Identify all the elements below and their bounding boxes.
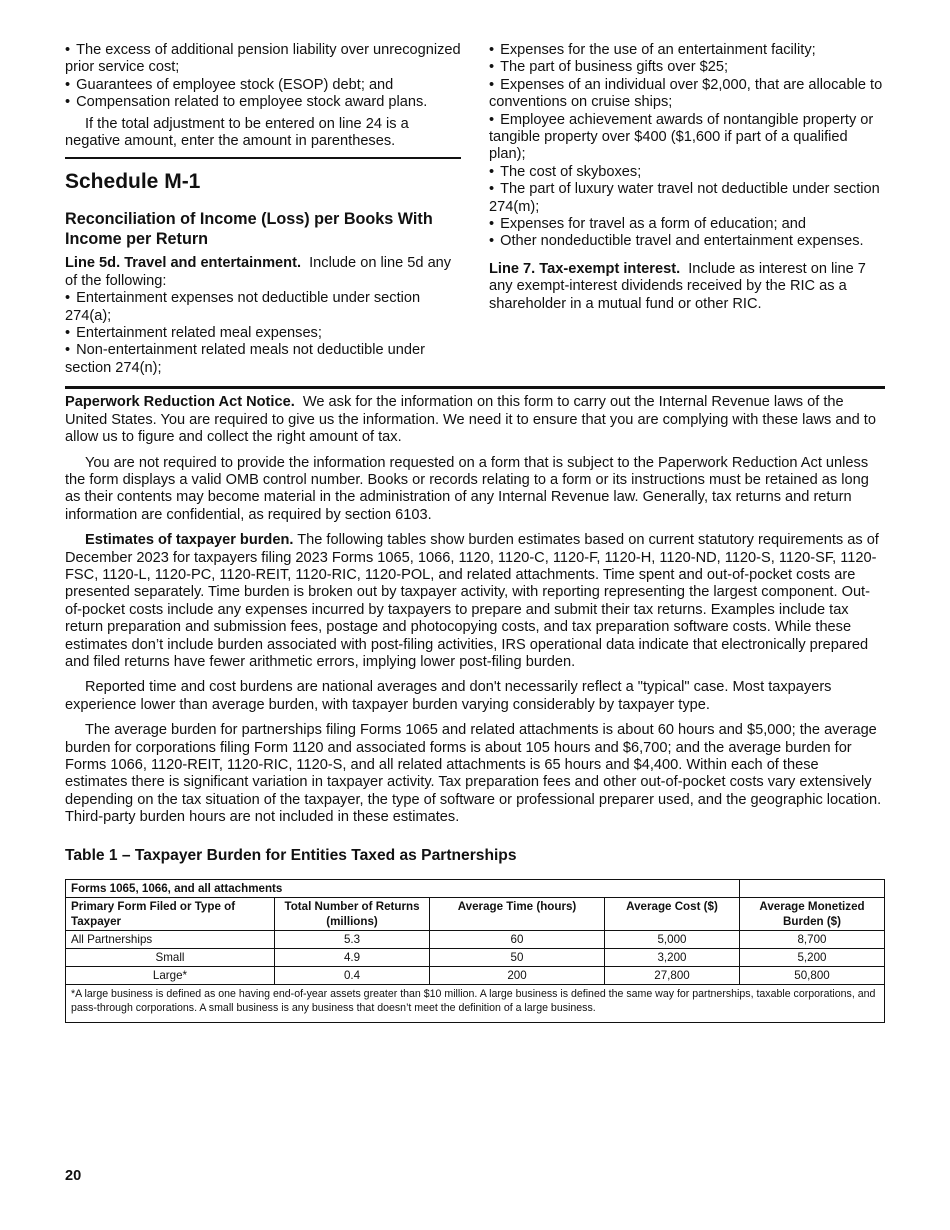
page-number: 20 [65, 1168, 82, 1184]
burden-table [65, 879, 885, 1023]
table-header-cell: Average Cost ($) [605, 897, 740, 930]
right-column [489, 42, 885, 377]
burden-paragraph: Estimates of taxpayer burden. The following tables show burden estimates based on current statutory requirements as of December 2023 for taxpayers filing 2023 Forms 1065, 1066, 1120, 1120-C, 1120-F, 1120-H, 1120-ND, 1120-S, 1120-SF, 1120-FSC, 1120-L, 1120-PC, 1120-REIT, 1120-RIC, 1120-POL, and related attachments. Time spent and out-of-pocket costs are presented separately. Time burden is broken out by taxpayer activity, with reporting representing the largest component. Out-of-pocket costs include any expenses incurred by taxpayers to prepare and submit their tax returns. Examples include tax return preparation and submission fees, postage and photocopying costs, and tax preparation software costs. While these estimates don’t include burden associated with post-filing activities, IRS operational data indicate that electronically prepared and filed returns have fewer arithmetic errors, implying lower post-filing burden. [65, 532, 879, 670]
table-cell: Small [66, 948, 275, 966]
table-row [66, 966, 885, 984]
table-title: Table 1 – Taxpayer Burden for Entities Taxed as Partnerships [65, 846, 517, 864]
table-empty-cell [740, 879, 885, 897]
table-group-header: Forms 1065, 1066, and all attachments [66, 879, 740, 897]
bullet-item: • Guarantees of employee stock (ESOP) debt; and [65, 76, 394, 93]
line5d-paragraph: Line 5d. Travel and entertainment. Include on line 5d any of the following: [65, 255, 452, 289]
bullet-item: • The excess of additional pension liability over unrecognized prior service cost; [65, 42, 461, 76]
table-cell: 0.4 [275, 966, 430, 984]
table-cell: 200 [430, 966, 605, 984]
table-row [66, 930, 885, 948]
bullet-item: • The part of luxury water travel not deductible under section 274(m); [489, 181, 880, 215]
table-cell: 60 [430, 930, 605, 948]
table-cell: 4.9 [275, 948, 430, 966]
table-cell: Large* [66, 966, 275, 984]
table-header-row [66, 897, 885, 930]
bullet-item: • The cost of skyboxes; [489, 163, 642, 180]
line7-heading: Line 7. Tax-exempt interest. [489, 260, 681, 277]
bullet-item: • The part of business gifts over $25; [489, 59, 729, 76]
paperwork-section [65, 394, 885, 826]
bullet-item: • Entertainment related meal expenses; [65, 325, 322, 342]
line7-paragraph: Line 7. Tax-exempt interest. Include as interest on line 7 any exempt-interest dividends received by the RIC as a shareholder in a mutual fund or other RIC. [489, 260, 866, 312]
paperwork-paragraph: Reported time and cost burdens are national averages and don't necessarily reflect a "typical" case. Most taxpayers experience lower than average burden, with taxpayer burden varying considerably by taxpayer type. [65, 679, 832, 713]
table-cell: All Partnerships [66, 930, 275, 948]
bullet-item: • Entertainment expenses not deductible under section 274(a); [65, 290, 421, 324]
adjustment-note: If the total adjustment to be entered on line 24 is a negative amount, enter the amount in parentheses. [65, 115, 409, 150]
bullet-item: • Non-entertainment related meals not deductible under section 274(n); [65, 342, 425, 376]
bullet-item: • Expenses of an individual over $2,000, that are allocable to conventions on cruise ships; [489, 76, 883, 111]
bullet-item: • Expenses for travel as a form of education; and [489, 216, 806, 233]
schedule-subtitle: Reconciliation of Income (Loss) per Books With Income per Return [65, 210, 433, 249]
schedule-title: Schedule M-1 [65, 170, 201, 194]
burden-heading: Estimates of taxpayer burden. [85, 532, 294, 549]
table-header-cell: Total Number of Returns (millions) [275, 897, 430, 930]
paperwork-heading: Paperwork Reduction Act Notice. [65, 394, 295, 411]
table-cell: 27,800 [605, 966, 740, 984]
bullet-item: • Expenses for the use of an entertainment facility; [489, 42, 816, 58]
bullet-item: • Compensation related to employee stock award plans. [65, 94, 428, 111]
table-row [66, 948, 885, 966]
section-divider [65, 157, 461, 159]
table-header-cell: Average Monetized Burden ($) [740, 897, 885, 930]
left-column [65, 42, 461, 377]
bullet-item: • Other nondeductible travel and entertainment expenses. [489, 233, 864, 250]
page-content [65, 42, 885, 1023]
table-footnote: *A large business is defined as one having end-of-year assets greater than $10 million. A large business is defined the same way for partnerships, taxable corporations, and pass-through corporations. A small business is any business that doesn’t meet the definition of a large business. [66, 984, 885, 1022]
table-cell: 50 [430, 948, 605, 966]
table-footnote-row [66, 984, 885, 1022]
paperwork-paragraph: The average burden for partnerships filing Forms 1065 and related attachments is about 60 hours and $5,000; the average burden for corporations filing Form 1120 and associated forms is about 105 hours and $6,700; and the average burden for Forms 1066, 1120-REIT, 1120-RIC, 1120-S, and all related attachments is 65 hours and $4,400. Within each of these estimates there is significant variation in taxpayer activity. Tax preparation fees and other out-of-pocket costs vary extensively depending on the tax situation of the taxpayer, the type of software or professional preparer used, and the geographic location. Third-party burden hours are not included in these estimates. [65, 722, 882, 826]
table-group-header-row [66, 879, 885, 897]
two-column-section [65, 42, 885, 377]
table-cell: 5,200 [740, 948, 885, 966]
line5d-heading: Line 5d. Travel and entertainment. [65, 255, 301, 272]
section-divider [65, 386, 885, 389]
table-cell: 5,000 [605, 930, 740, 948]
table-header-cell: Primary Form Filed or Type of Taxpayer [66, 897, 275, 930]
bullet-item: • Employee achievement awards of nontangible property or tangible property over $400 ($1,600 if part of a qualified plan); [489, 111, 874, 163]
table-cell: 3,200 [605, 948, 740, 966]
table-cell: 50,800 [740, 966, 885, 984]
table-cell: 8,700 [740, 930, 885, 948]
paperwork-paragraph: You are not required to provide the information requested on a form that is subject to the Paperwork Reduction Act unless the form displays a valid OMB control number. Books or records relating to a form or its instructions must be retained as long as their contents may become material in the administration of any Internal Revenue law. Generally, tax returns and return information are confidential, as required by section 6103. [65, 454, 869, 523]
paperwork-paragraph: Paperwork Reduction Act Notice. We ask for the information on this form to carry out the Internal Revenue laws of the United States. You are required to give us the information. We need it to ensure that you are complying with these laws and to allow us to figure and collect the right amount of tax. [65, 394, 876, 446]
table-header-cell: Average Time (hours) [430, 897, 605, 930]
table-cell: 5.3 [275, 930, 430, 948]
